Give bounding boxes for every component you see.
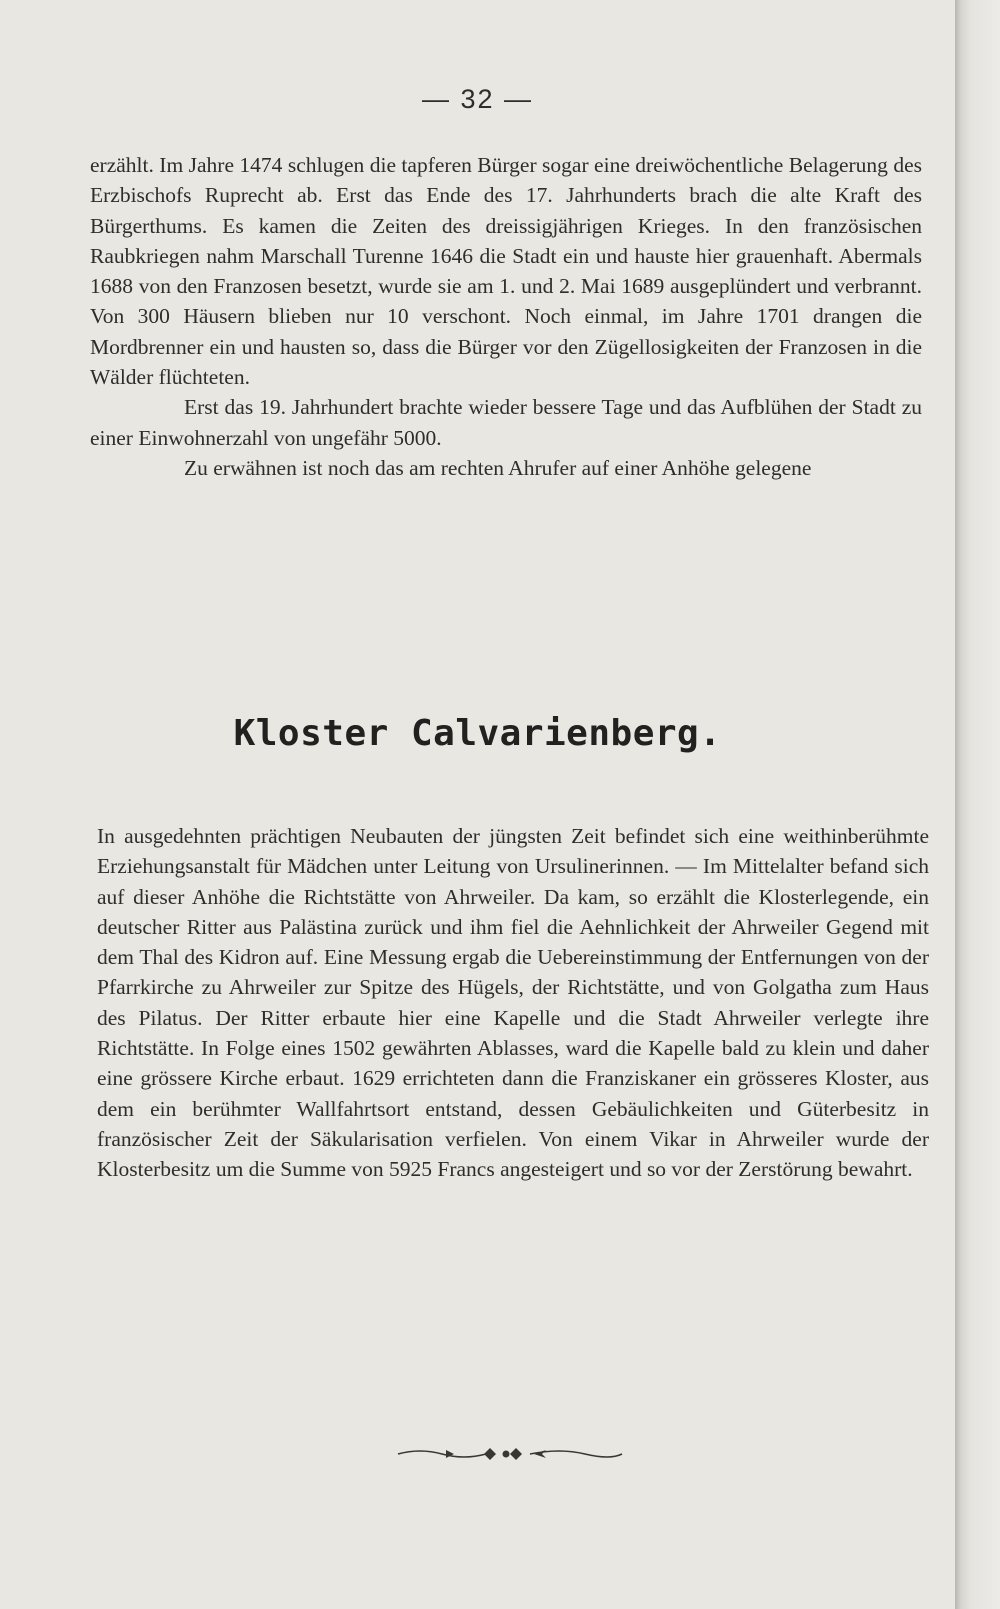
decorative-vignette-icon [390,1442,630,1466]
page-number: — 32 — [421,84,534,114]
paragraph-19th-century: Erst das 19. Jahrhundert brachte wieder bessere Tage und das Aufblühen der Stadt zu einer Einwohnerzahl von ungefähr 5000. [90,395,922,450]
paragraph-kloster: In ausgedehnten prächtigen Neubauten der jüngsten Zeit befindet sich eine weithinberühmte Erziehungsanstalt für Mädchen unter Leitung von Ursulinerinnen. — Im Mittelalter befand sich auf dieser Anhöhe die Richtstätte von Ahrweiler. Da kam, so erzählt die Klosterlegende, ein deutscher Ritter aus Palästina zurück und ihm fiel die Aehnlichkeit der Ahrweiler Gegend mit dem Thal des Kidron auf. Eine Messung ergab die Uebereinstimmung der Entfernungen von der Pfarrkirche zu Ahrweiler zur Spitze des Hügels, der Richtstätte, und von Golgatha zum Haus des Pilatus. Der Ritter erbaute hier eine Kapelle und die Stadt Ahrweiler verlegte ihre Richtstätte. In Folge eines 1502 gewährten Ablasses, ward die Kapelle bald zu klein und daher eine grössere Kirche erbaut. 1629 errichteten dann die Franziskaner ein grösseres Kloster, aus dem ein berühmter Wallfahrtsort entstand, dessen Gebäulichkeiten und Güterbesitz in französischer Zeit der Säkularisation verfielen. Von einem Vikar in Ahrweiler wurde der Klosterbesitz um die Summe von 5925 Francs angesteigert und so vor der Zerstörung bewahrt. [97,824,929,1182]
section-heading: Kloster Calvarienberg. [233,713,722,754]
page-edge-shadow [955,0,1000,1609]
paragraph-history: erzählt. Im Jahre 1474 schlugen die tapferen Bürger sogar eine dreiwöchentliche Belagerung des Erzbischofs Ruprecht ab. Erst das Ende des 17. Jahrhunderts brach die alte Kraft des Bürgerthums. Es kamen die Zeiten des dreissigjährigen Krieges. In den französischen Raubkriegen nahm Marschall Turenne 1646 die Stadt ein und hauste hier grauenhaft. Abermals 1688 von den Franzosen besetzt, wurde sie am 1. und 2. Mai 1689 ausgeplündert und verbrannt. Von 300 Häusern blieben nur 10 verschont. Noch einmal, im Jahre 1701 drangen die Mordbrenner ein und hausten so, dass die Bürger vor den Zügellosigkeiten der Franzosen in die Wälder flüchteten. [90,153,922,390]
paragraph-anhoehe: Zu erwähnen ist noch das am rechten Ahrufer auf einer Anhöhe gelegene [184,455,812,480]
text-block-upper [90,150,922,483]
text-block-lower [97,821,929,1185]
